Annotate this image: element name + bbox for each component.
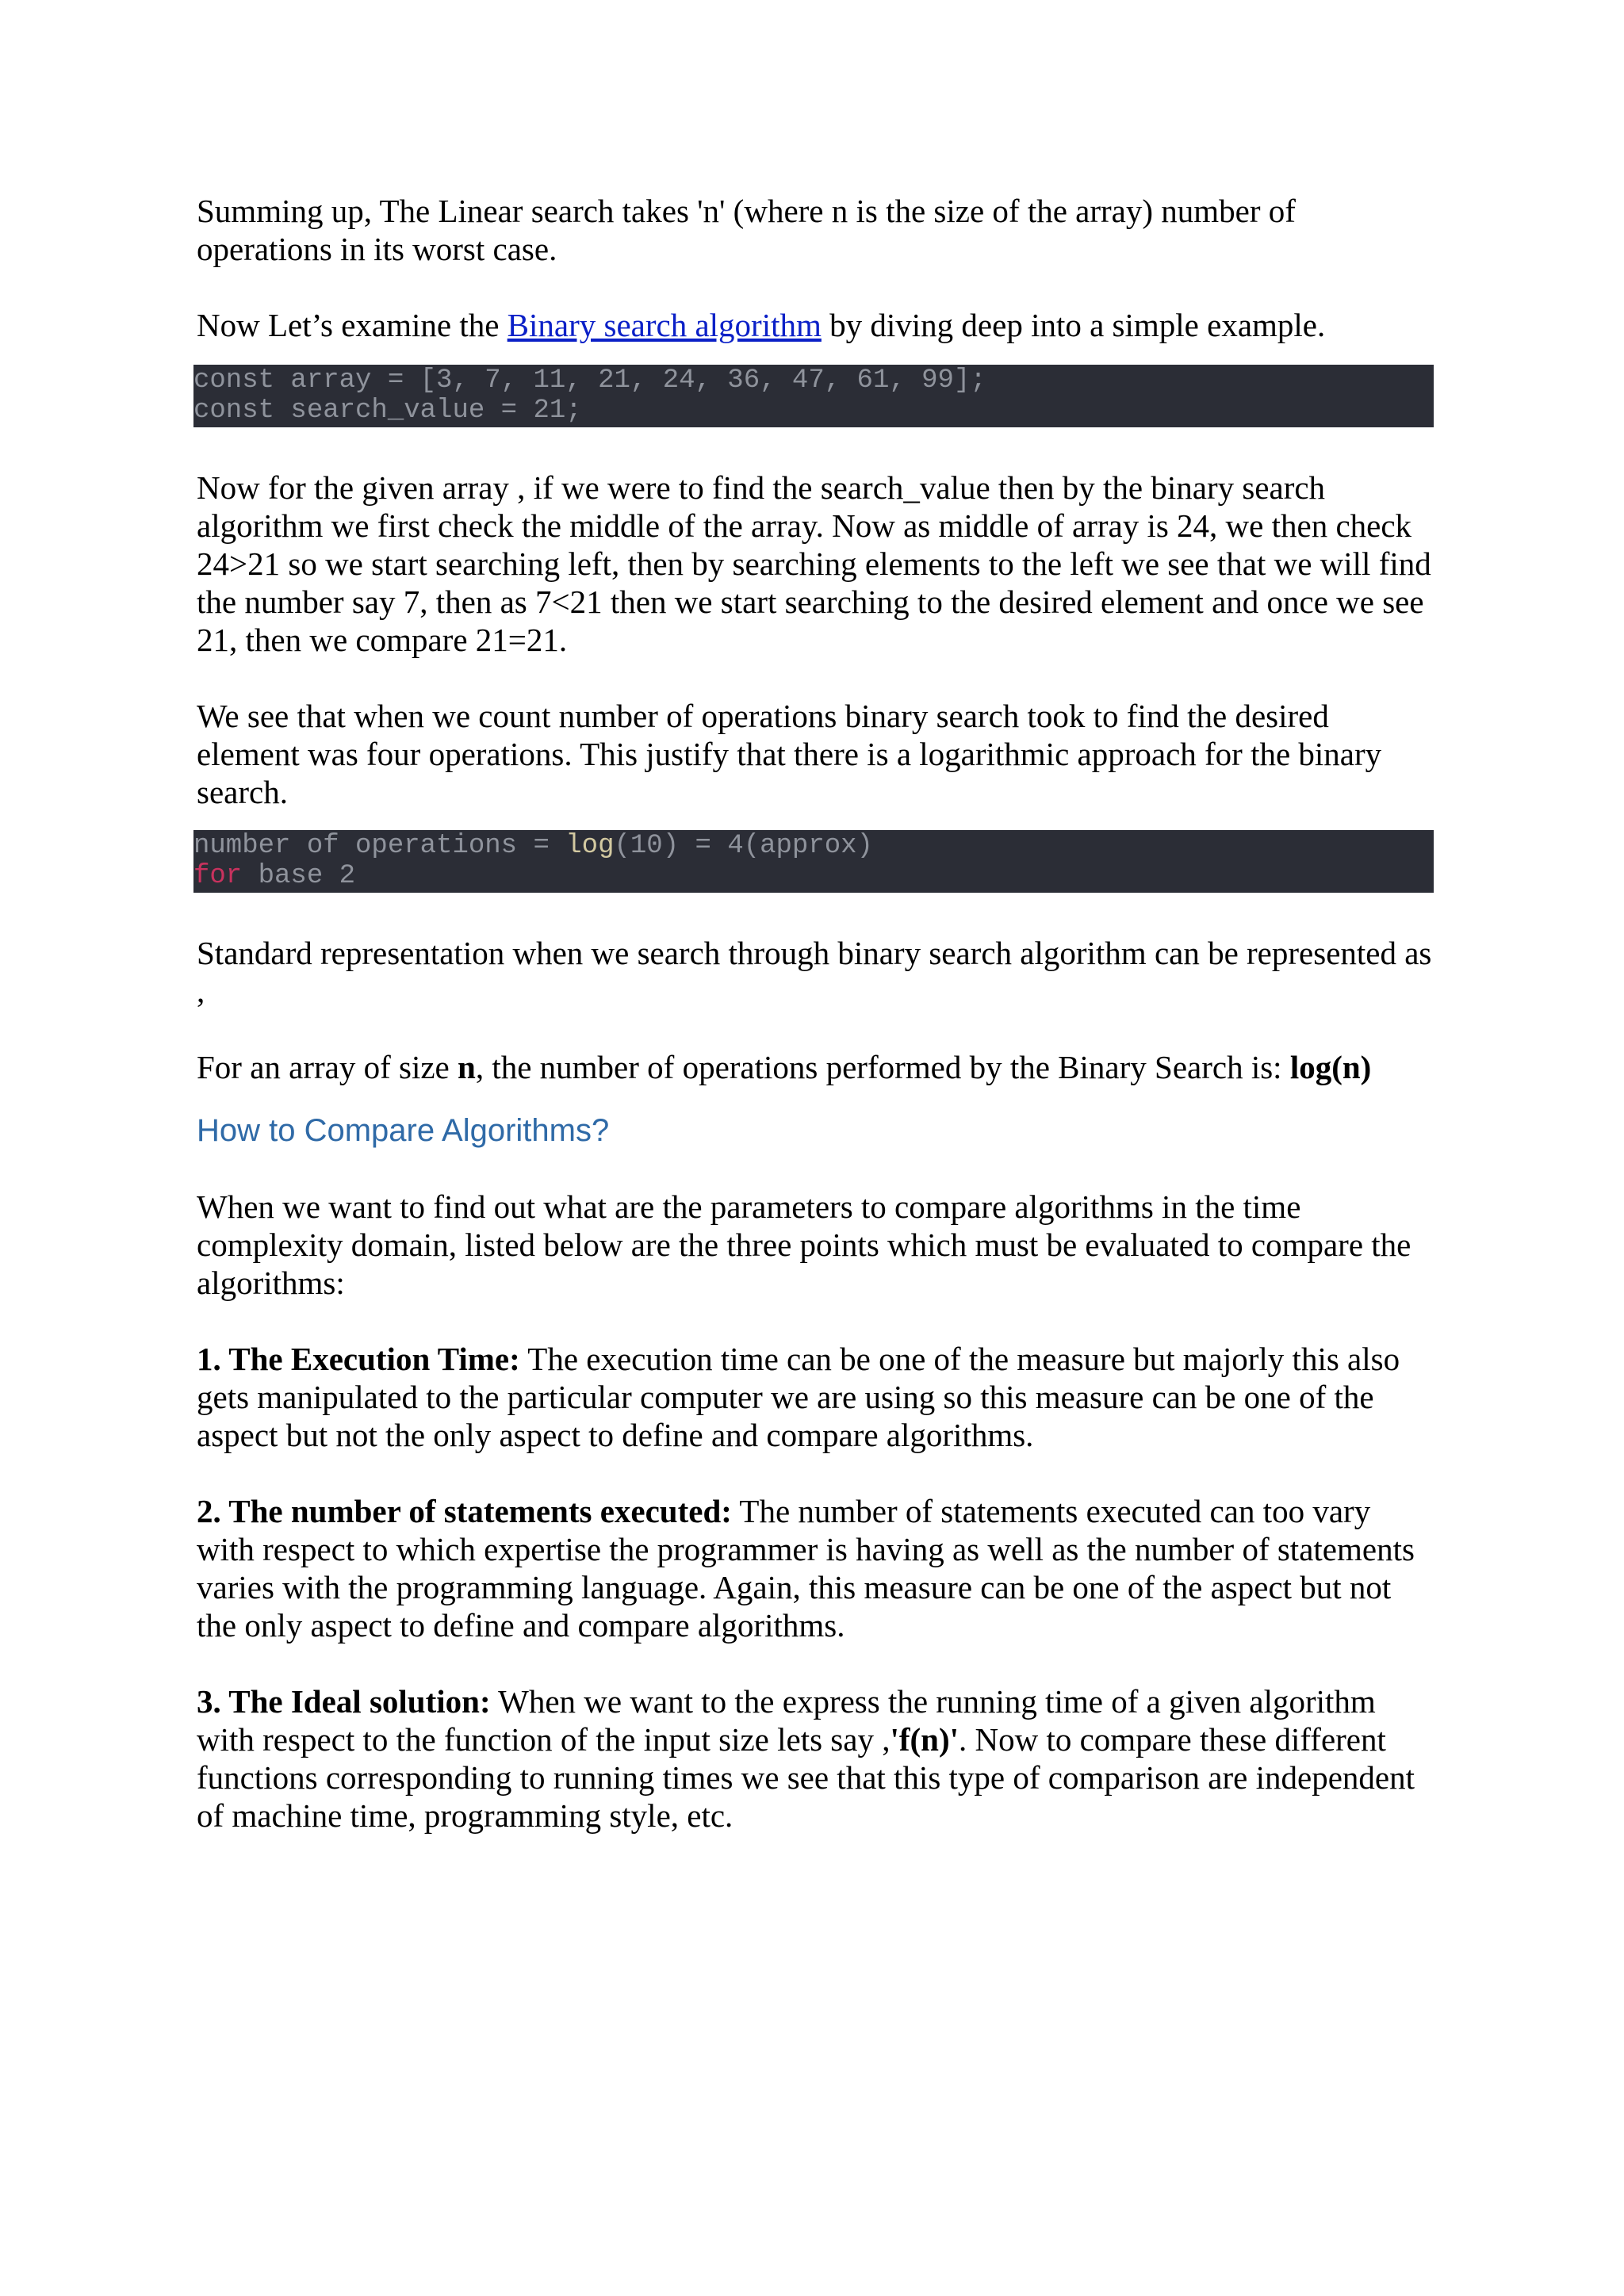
- code-text: number of operations =: [193, 831, 566, 861]
- bold-n: n: [458, 1049, 476, 1085]
- code-block-array: [193, 365, 1434, 427]
- code-line: [193, 831, 1434, 861]
- paragraph-binary-complexity: [197, 1048, 1434, 1086]
- binary-search-link[interactable]: Binary search algorithm: [507, 307, 822, 343]
- paragraph-binary-walkthrough: Now for the given array , if we were to find the search_value then by the binary search algorithm we first check the middle of the array. Now as middle of array is 24, we then check 24>21 so we start searching left, then by searching elements to the left we see that we will find the number say 7, then as 7<21 then we start searching to the desired element and once we see 21, then we compare 21=21.: [197, 469, 1431, 658]
- bold-log-n: log(n): [1289, 1049, 1372, 1085]
- point-text: The number of statements executed can too vary with respect to which expertise the programmer is having as well as the number of statements varies with the programming language. Again, this measure can be one of the aspect but not the only aspect to define and compare algorithms.: [197, 1493, 1415, 1644]
- code-line: const search_value = 21;: [193, 396, 582, 426]
- point-title: 2. The number of statements executed:: [197, 1493, 732, 1529]
- text: Now Let’s examine the: [197, 307, 508, 343]
- code-text: base 2: [242, 861, 356, 891]
- text: by diving deep into a simple example.: [821, 307, 1326, 343]
- point-title: 1. The Execution Time:: [197, 1341, 520, 1377]
- point-title: 3. The Ideal solution:: [197, 1683, 491, 1720]
- code-function: log: [565, 831, 615, 861]
- bold-f-n: 'f(n)': [890, 1721, 959, 1758]
- text: , the number of operations performed by the Binary Search is:: [475, 1049, 1290, 1085]
- code-line: [193, 861, 1434, 891]
- code-keyword: for: [193, 861, 243, 891]
- point-execution-time: [197, 1340, 1434, 1454]
- section-heading: How to Compare Algorithms?: [197, 1113, 610, 1148]
- point-ideal-solution: [197, 1682, 1434, 1835]
- point-text: When we want to the express the running time of a given algorithm with respect to the function of the input size lets say ,: [197, 1683, 1376, 1758]
- text: For an array of size: [197, 1049, 458, 1085]
- point-text: . Now to compare these different functions corresponding to running times we see that this type of comparison are independent of machine time, programming style, etc.: [197, 1721, 1415, 1834]
- code-block-operations: [193, 830, 1434, 893]
- document-page: [193, 192, 1434, 1835]
- point-text: The execution time can be one of the measure but majorly this also gets manipulated to the particular computer we are using so this measure can be one of the aspect but not the only aspect to define and compare algorithms.: [197, 1341, 1400, 1453]
- point-statements-executed: [197, 1492, 1434, 1644]
- code-text: (10) = 4(approx): [614, 831, 873, 861]
- paragraph-standard-representation: Standard representation when we search through binary search algorithm can be represented as ,: [197, 935, 1432, 1009]
- paragraph-binary-intro: [197, 306, 1434, 344]
- paragraph-linear-summary: Summing up, The Linear search takes 'n' (where n is the size of the array) number of operations in its worst case.: [197, 193, 1296, 267]
- paragraph-compare-intro: When we want to find out what are the parameters to compare algorithms in the time complexity domain, listed below are the three points which must be evaluated to compare the algorithms:: [197, 1188, 1411, 1301]
- code-line: const array = [3, 7, 11, 21, 24, 36, 47, 61, 99];: [193, 365, 986, 396]
- paragraph-operations-count: We see that when we count number of operations binary search took to find the desired element was four operations. This justify that there is a logarithmic approach for the binary search.: [197, 698, 1382, 810]
